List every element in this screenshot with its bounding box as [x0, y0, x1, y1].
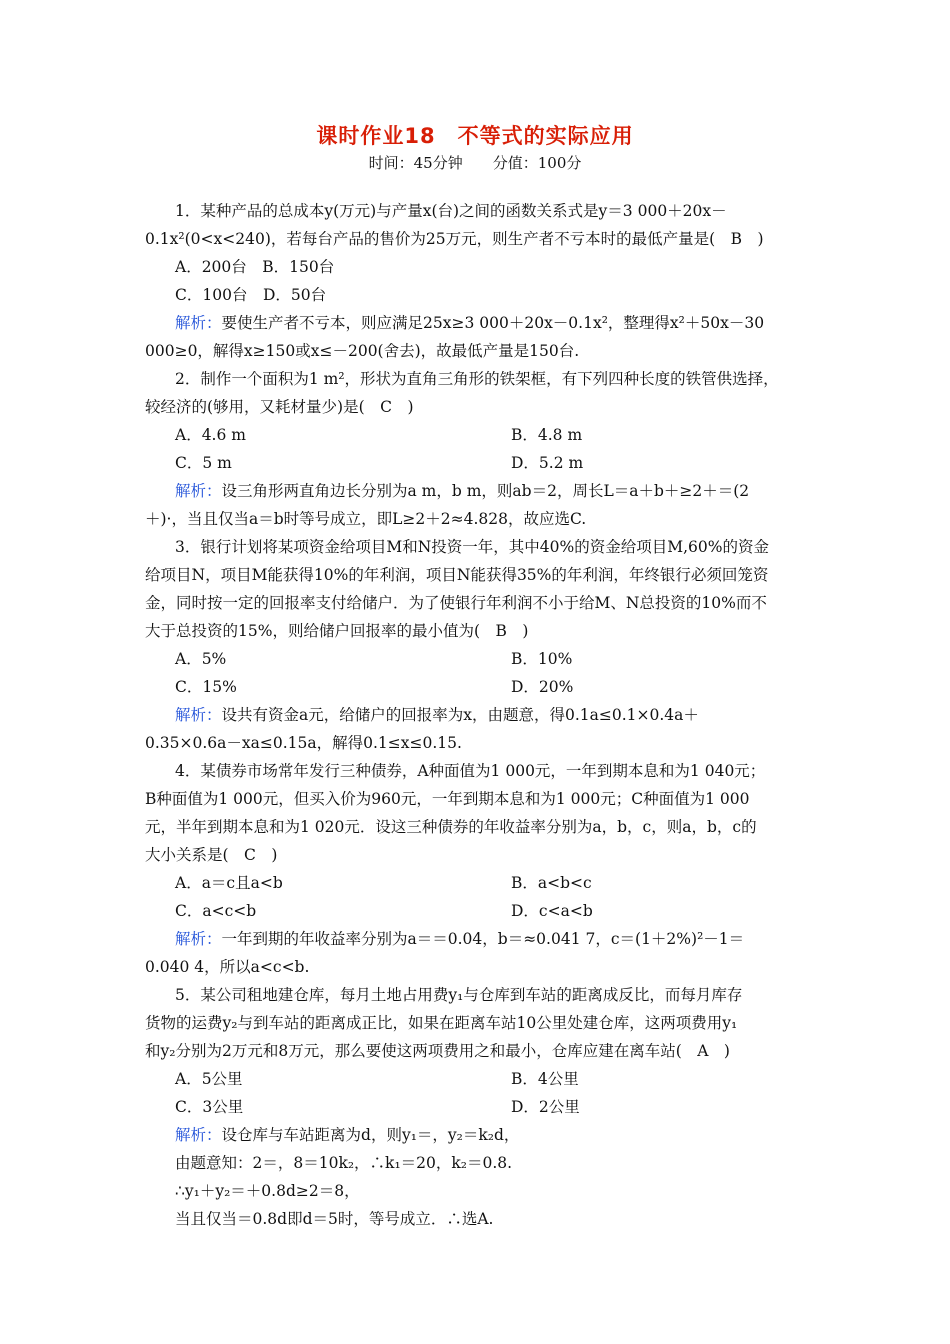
solution-label: 解析：	[175, 1126, 222, 1144]
q2-solution-line-1	[175, 480, 749, 502]
q2-option-b: B．4.8 m	[511, 426, 583, 444]
page-subtitle: 时间：45分钟 分值：100分	[368, 154, 582, 172]
q5-line-1: 5．某公司租地建仓库，每月土地占用费y₁与仓库到车站的距离成反比，而每月库存	[175, 986, 743, 1004]
q1-options-ab: A．200台 B．150台	[175, 258, 335, 276]
q3-option-a: A．5%	[175, 650, 227, 668]
q3-option-d: D．20%	[511, 678, 574, 696]
q2-option-c: C．5 m	[175, 454, 232, 472]
q4-line-3: 元，半年到期本息和为1 020元．设这三种债券的年收益率分别为a，b，c，则a，b，c的	[145, 818, 757, 836]
q3-solution-line-1	[175, 704, 699, 726]
solution-label: 解析：	[175, 706, 222, 724]
q5-solution-line-4: 当且仅当＝0.8d即d＝5时，等号成立．∴选A.	[175, 1210, 494, 1228]
q5-line-2: 货物的运费y₂与到车站的距离成正比，如果在距离车站10公里处建仓库，这两项费用y₁	[145, 1014, 738, 1032]
q4-line-2: B种面值为1 000元，但买入价为960元，一年到期本息和为1 000元；C种面值为1 000	[145, 790, 750, 808]
q2-line-1: 2．制作一个面积为1 m²，形状为直角三角形的铁架框，有下列四种长度的铁管供选择，	[175, 370, 779, 388]
q4-option-b: B．a<b<c	[511, 874, 592, 892]
q3-line-1: 3．银行计划将某项资金给项目M和N投资一年，其中40%的资金给项目M,60%的资金	[175, 538, 769, 556]
q5-solution-line-3: ∴y₁＋y₂＝＋0.8d≥2＝8，	[175, 1182, 360, 1200]
q1-solution-line-1	[175, 312, 764, 334]
q3-line-2: 给项目N，项目M能获得10%的年利润，项目N能获得35%的年利润，年终银行必须回笼资	[145, 566, 769, 584]
q5-option-d: D．2公里	[511, 1098, 580, 1116]
q5-line-3: 和y₂分别为2万元和8万元，那么要使这两项费用之和最小，仓库应建在离车站( A )	[145, 1042, 730, 1060]
q4-option-c: C．a<c<b	[175, 902, 257, 920]
q3-line-3: 金，同时按一定的回报率支付给储户．为了使银行年利润不小于给M、N总投资的10%而不	[145, 594, 767, 612]
q2-solution-line-2: ＋)·，当且仅当a＝b时等号成立，即L≥2＋2≈4.828，故应选C.	[145, 510, 587, 528]
q4-option-a: A．a＝c且a<b	[175, 874, 283, 892]
q5-solution-line-2: 由题意知：2＝，8＝10k₂，∴k₁＝20，k₂＝0.8.	[175, 1154, 513, 1172]
q5-option-a: A．5公里	[175, 1070, 243, 1088]
page-title: 课时作业18 不等式的实际应用	[316, 124, 634, 148]
solution-label: 解析：	[175, 482, 222, 500]
q1-line-2: 0.1x²(0<x<240)，若每台产品的售价为25万元，则生产者不亏本时的最低产量是( B )	[145, 230, 764, 248]
q3-line-4: 大于总投资的15%，则给储户回报率的最小值为( B )	[145, 622, 529, 640]
q5-option-c: C．3公里	[175, 1098, 244, 1116]
q3-option-c: C．15%	[175, 678, 237, 696]
solution-label: 解析：	[175, 930, 222, 948]
q4-line-4: 大小关系是( C )	[145, 846, 278, 864]
q2-solution-text-1: 设三角形两直角边长分别为a m，b m，则ab＝2，周长L＝a＋b＋≥2＋＝(2	[221, 482, 750, 500]
q3-solution-line-2: 0.35×0.6a－xa≤0.15a，解得0.1≤x≤0.15.	[145, 734, 462, 752]
q2-option-a: A．4.6 m	[175, 426, 246, 444]
q3-solution-text-1: 设共有资金a元，给储户的回报率为x，由题意，得0.1a≤0.1×0.4a＋	[221, 706, 699, 724]
q5-solution-line-1	[175, 1124, 519, 1146]
q5-solution-text-1: 设仓库与车站距离为d，则y₁＝，y₂＝k₂d，	[221, 1126, 520, 1144]
q1-solution-text-1: 要使生产者不亏本，则应满足25x≥3 000＋20x－0.1x²，整理得x²＋50x－30	[221, 314, 765, 332]
q4-solution-line-2: 0.040 4，所以a<c<b.	[145, 958, 310, 976]
q1-solution-line-2: 000≥0，解得x≥150或x≤－200(舍去)，故最低产量是150台.	[145, 342, 580, 360]
q1-line-1: 1．某种产品的总成本y(万元)与产量x(台)之间的函数关系式是y＝3 000＋20x－	[175, 202, 727, 220]
solution-label: 解析：	[175, 314, 222, 332]
q4-line-1: 4．某债券市场常年发行三种债券，A种面值为1 000元，一年到期本息和为1 040元；	[175, 762, 766, 780]
q2-line-2: 较经济的(够用，又耗材量少)是( C )	[145, 398, 414, 416]
q3-option-b: B．10%	[511, 650, 573, 668]
q1-options-cd: C．100台 D．50台	[175, 286, 327, 304]
q4-solution-line-1	[175, 928, 744, 950]
q4-solution-text-1: 一年到期的年收益率分别为a＝＝0.04，b＝≈0.041 7，c＝(1＋2%)²－1＝	[221, 930, 745, 948]
q5-option-b: B．4公里	[511, 1070, 579, 1088]
q4-option-d: D．c<a<b	[511, 902, 593, 920]
q2-option-d: D．5.2 m	[511, 454, 584, 472]
